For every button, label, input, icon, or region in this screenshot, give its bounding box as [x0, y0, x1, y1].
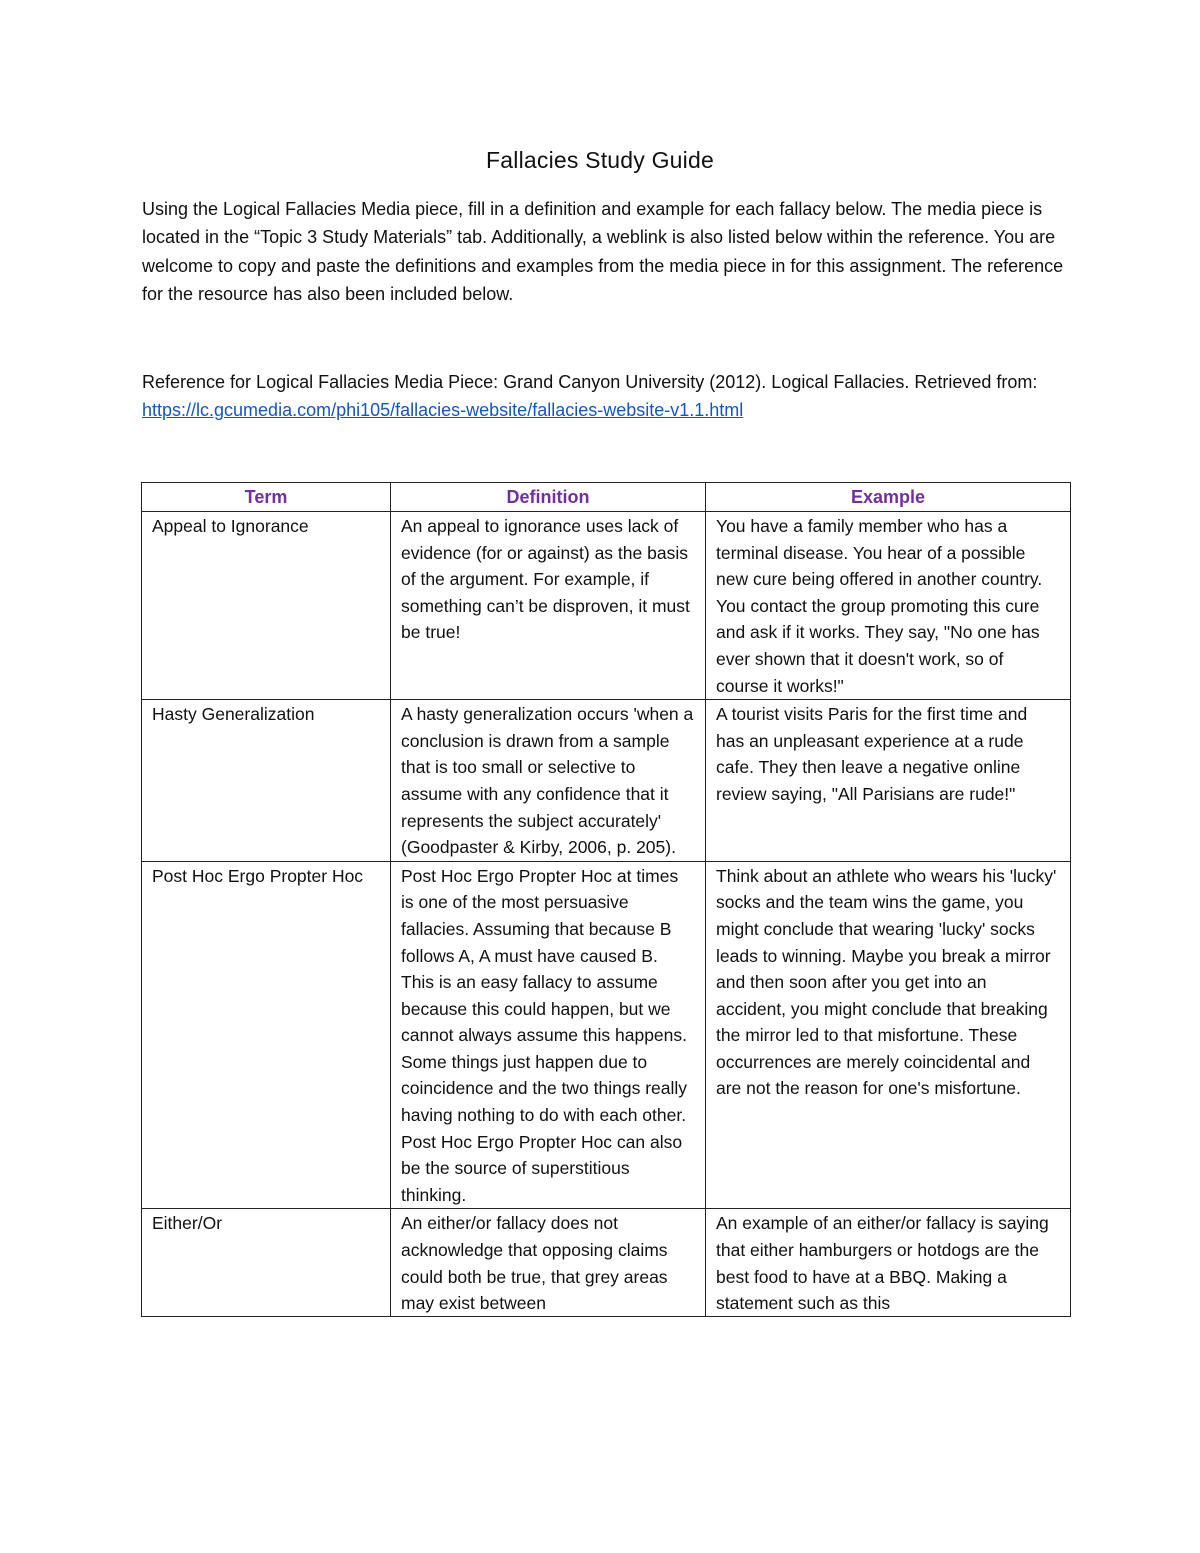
reference-link[interactable]: https://lc.gcumedia.com/phi105/fallacies-website/fallacies-website-v1.1.html [142, 400, 744, 421]
table-row [142, 700, 1071, 862]
table-row [142, 1209, 1071, 1317]
definition-cell: An appeal to ignorance uses lack of evidence (for or against) as the basis of the argument. For example, if something can’t be disproven, it must be true! [391, 512, 706, 700]
definition-text: An either/or fallacy does not acknowledge that opposing claims could both be true, that grey areas may exist between [401, 1213, 668, 1314]
term-text: Either/Or [152, 1213, 223, 1234]
definition-cell [391, 1209, 706, 1317]
example-text: An example of an either/or fallacy is saying that either hamburgers or hotdogs are the best food to have at a BBQ. Making a statement such as this [716, 1213, 1049, 1314]
intro-paragraph: Using the Logical Fallacies Media piece, fill in a definition and example for each fallacy below. The media piece is located in the “Topic 3 Study Materials” tab. Additionally, a weblink is also listed below within the reference. You are welcome to copy and paste the definitions and examples from the media piece in for this assignment. The reference for the resource has also been included below. [142, 199, 1064, 305]
header-example: Example [706, 483, 1071, 512]
definition-cell: Post Hoc Ergo Propter Hoc at times is one of the most persuasive fallacies. Assuming that because B follows A, A must have caused B. This is an easy fallacy to assume because this could happen, but we cannot always assume this happens. Some things just happen due to coincidence and the two things really having nothing to do with each other. Post Hoc Ergo Propter Hoc can also be the source of superstitious thinking. [391, 861, 706, 1209]
fallacies-table [141, 482, 1071, 1317]
definition-cell: A hasty generalization occurs 'when a conclusion is drawn from a sample that is too small or selective to assume with any confidence that it represents the subject accurately' (Goodpaster & Kirby, 2006, p. 205). [391, 700, 706, 862]
table-row [142, 512, 1071, 700]
reference-text: Reference for Logical Fallacies Media Piece: Grand Canyon University (2012). Logical Fallacies. Retrieved from: [142, 372, 1038, 392]
reference-paragraph [142, 368, 1070, 425]
header-term: Term [142, 483, 391, 512]
example-cell: You have a family member who has a terminal disease. You hear of a possible new cure being offered in another country. You contact the group promoting this cure and ask if it works. They say, "No one has ever shown that it doesn't work, so of course it works!" [706, 512, 1071, 700]
term-cell: Hasty Generalization [142, 700, 391, 862]
header-definition: Definition [391, 483, 706, 512]
example-cell [706, 1209, 1071, 1317]
table-header-row [142, 483, 1071, 512]
example-cell: Think about an athlete who wears his 'lucky' socks and the team wins the game, you might conclude that wearing 'lucky' socks leads to winning. Maybe you break a mirror and then soon after you get into an accident, you might conclude that breaking the mirror led to that misfortune. These occurrences are merely coincidental and are not the reason for one's misfortune. [706, 861, 1071, 1209]
example-cell: A tourist visits Paris for the first time and has an unpleasant experience at a rude cafe. They then leave a negative online review saying, "All Parisians are rude!" [706, 700, 1071, 862]
term-cell [142, 1209, 391, 1317]
document-title: Fallacies Study Guide [486, 147, 714, 173]
table-row [142, 861, 1071, 1209]
term-cell: Appeal to Ignorance [142, 512, 391, 700]
term-cell: Post Hoc Ergo Propter Hoc [142, 861, 391, 1209]
